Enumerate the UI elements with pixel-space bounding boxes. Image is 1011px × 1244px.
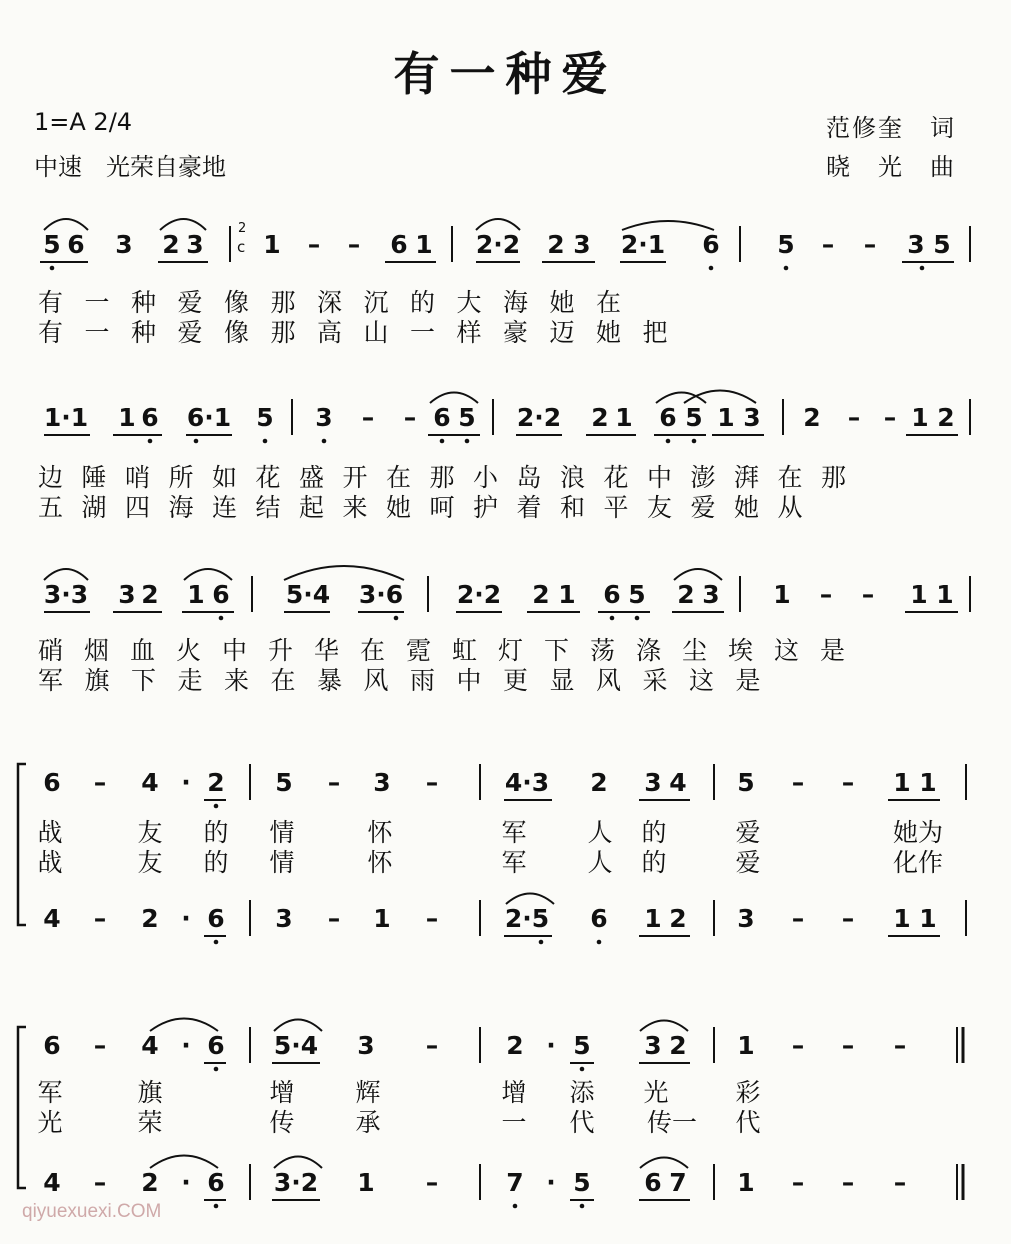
lyric-char: 辉 xyxy=(355,1078,381,1107)
note: · xyxy=(546,1031,556,1060)
note: 6 xyxy=(67,230,85,259)
lyric-char: 代 xyxy=(735,1108,761,1137)
note: – xyxy=(425,768,439,797)
note: 3 xyxy=(118,580,136,609)
lyric-text: 五湖四海连结起来她呵护着和平友爱她从 xyxy=(38,493,822,522)
lyric-char: 传一 xyxy=(646,1108,697,1137)
note: – xyxy=(841,1031,855,1060)
watermark: qiyuexuexi.COM xyxy=(22,1201,162,1222)
lyric-char: 战 xyxy=(37,818,63,847)
note: 3 xyxy=(737,904,755,933)
note: 2 xyxy=(532,580,550,609)
note: 3 xyxy=(702,580,720,609)
lyric-char: 传 xyxy=(269,1108,295,1137)
svg-text:2: 2 xyxy=(238,221,247,236)
lyric-char: 怀 xyxy=(367,818,393,847)
lyric-char: 情 xyxy=(269,848,295,877)
note: 6 xyxy=(43,1031,61,1060)
note: 5 xyxy=(458,403,476,432)
lyric-char: 怀 xyxy=(367,848,393,877)
note: – xyxy=(791,904,805,933)
note: 3 xyxy=(115,230,133,259)
note: – xyxy=(861,580,875,609)
note: – xyxy=(93,1031,107,1060)
note: 6 xyxy=(43,768,61,797)
lyricist: 范修奎 词 xyxy=(826,114,956,142)
note: – xyxy=(791,768,805,797)
note: 2 xyxy=(669,1031,687,1060)
note: 3 xyxy=(275,904,293,933)
lyric-char: 旗 xyxy=(137,1078,163,1107)
note: 1 xyxy=(919,904,937,933)
note: 6 xyxy=(212,580,230,609)
note: 2 xyxy=(141,904,159,933)
note: 6 xyxy=(433,403,451,432)
note: 1 xyxy=(919,768,937,797)
note: 3 xyxy=(373,768,391,797)
lyric-char: 爱 xyxy=(735,848,761,877)
note: 3 xyxy=(644,1031,662,1060)
note: 3 xyxy=(573,230,591,259)
note: 1 xyxy=(615,403,633,432)
note: 2 xyxy=(506,1031,524,1060)
note: 4 xyxy=(141,1031,159,1060)
note: 6 xyxy=(702,230,720,259)
note: 5 xyxy=(685,403,703,432)
note: – xyxy=(425,904,439,933)
note: – xyxy=(821,230,835,259)
note: 3 xyxy=(907,230,925,259)
note: · xyxy=(181,768,191,797)
note: 1 xyxy=(737,1168,755,1197)
lyric-char: 代 xyxy=(569,1108,595,1137)
note: 2 xyxy=(141,1168,159,1197)
note: 6 xyxy=(141,403,159,432)
note: 6 xyxy=(659,403,677,432)
note: 5·4 xyxy=(285,580,331,609)
note: 2 xyxy=(590,768,608,797)
note: 2 xyxy=(669,904,687,933)
note: 1 xyxy=(187,580,205,609)
note: – xyxy=(883,403,897,432)
note: 3·3 xyxy=(43,580,89,609)
note: 5 xyxy=(256,403,274,432)
note: – xyxy=(425,1031,439,1060)
note: 1 xyxy=(910,580,928,609)
lyric-char: 情 xyxy=(269,818,295,847)
lyric-char: 添 xyxy=(569,1078,595,1107)
note: 5 xyxy=(933,230,951,259)
lyric-char: 的 xyxy=(641,818,667,847)
lyric-char: 增 xyxy=(269,1078,295,1107)
note: – xyxy=(403,403,417,432)
note: – xyxy=(307,230,321,259)
note: – xyxy=(819,580,833,609)
note: 4 xyxy=(43,904,61,933)
note: 3 xyxy=(644,768,662,797)
tempo-expression: 中速 光荣自豪地 xyxy=(34,153,226,181)
lyric-text: 军旗下走来在暴风雨中更显风采这是 xyxy=(38,666,783,695)
note: 1 xyxy=(263,230,281,259)
key-time-signature: 1=A 2/4 xyxy=(34,108,133,136)
lyric-char: 的 xyxy=(203,848,229,877)
note: 5 xyxy=(275,768,293,797)
note: 1 xyxy=(773,580,791,609)
lyric-char: 增 xyxy=(501,1078,527,1107)
note: 1 xyxy=(357,1168,375,1197)
system-brackets xyxy=(18,764,26,1188)
lyric-char: 爱 xyxy=(735,818,761,847)
lyric-char: 战 xyxy=(37,848,63,877)
octave-dots xyxy=(50,266,925,1209)
lyric-char: 军 xyxy=(501,818,527,847)
lyric-char: 承 xyxy=(355,1108,381,1137)
composer: 晓 光 曲 xyxy=(826,153,956,181)
lyric-char: 人 xyxy=(587,848,613,877)
lyric-char: 荣 xyxy=(137,1108,163,1137)
note: – xyxy=(863,230,877,259)
note: 1 xyxy=(893,904,911,933)
note: 6 xyxy=(390,230,408,259)
note: – xyxy=(361,403,375,432)
note: 2 xyxy=(803,403,821,432)
lyric-char: 的 xyxy=(641,848,667,877)
lyric-char: 光 xyxy=(37,1108,63,1137)
note: 3 xyxy=(315,403,333,432)
note: 2·2 xyxy=(475,230,521,259)
lyric-text: 有一种爱像那深沉的大海她在 xyxy=(38,288,643,317)
note: 5 xyxy=(737,768,755,797)
lyric-text: 硝烟血火中升华在霓虹灯下荡涤尘埃这是 xyxy=(38,636,867,665)
note: 2·5 xyxy=(504,904,550,933)
note: 2 xyxy=(162,230,180,259)
lyric-text: 边陲哨所如花盛开在那小岛浪花中澎湃在那 xyxy=(38,463,865,492)
note: 2 xyxy=(547,230,565,259)
note: 7 xyxy=(669,1168,687,1197)
underlines xyxy=(40,262,958,1200)
note: 1 xyxy=(118,403,136,432)
note: 6 xyxy=(207,1031,225,1060)
note: – xyxy=(791,1031,805,1060)
note: 5 xyxy=(777,230,795,259)
note: 4 xyxy=(141,768,159,797)
note: 7 xyxy=(506,1168,524,1197)
note: – xyxy=(327,904,341,933)
note: – xyxy=(93,904,107,933)
lyric-char: 她为 xyxy=(892,818,943,847)
note: 4 xyxy=(43,1168,61,1197)
note: 1 xyxy=(373,904,391,933)
note: · xyxy=(181,1168,191,1197)
time-change xyxy=(237,221,246,256)
note: 3 xyxy=(186,230,204,259)
note: 6 xyxy=(644,1168,662,1197)
note: – xyxy=(893,1168,907,1197)
note: 6 xyxy=(207,1168,225,1197)
note: 6·1 xyxy=(186,403,232,432)
note: 2 xyxy=(141,580,159,609)
note: – xyxy=(847,403,861,432)
note: 3 xyxy=(743,403,761,432)
note: 2 xyxy=(677,580,695,609)
note: – xyxy=(893,1031,907,1060)
note: 2 xyxy=(937,403,955,432)
lyric-char: 友 xyxy=(137,818,163,847)
note: 1 xyxy=(936,580,954,609)
note: 3 xyxy=(357,1031,375,1060)
note: – xyxy=(841,904,855,933)
note: 1 xyxy=(415,230,433,259)
note: 2 xyxy=(207,768,225,797)
note: – xyxy=(841,768,855,797)
note: 6 xyxy=(590,904,608,933)
note: 5 xyxy=(573,1168,591,1197)
note: 1 xyxy=(737,1031,755,1060)
note: 5 xyxy=(573,1031,591,1060)
lyric-char: 彩 xyxy=(735,1078,761,1107)
note: 3·2 xyxy=(273,1168,319,1197)
song-title: 有一种爱 xyxy=(393,47,618,101)
lyric-char: 一 xyxy=(501,1108,527,1137)
note: 4·3 xyxy=(504,768,550,797)
note: – xyxy=(93,768,107,797)
lyric-text: 有一种爱像那高山一样豪迈她把 xyxy=(38,318,690,347)
note: 5 xyxy=(43,230,61,259)
note: 5·4 xyxy=(273,1031,319,1060)
note: 2·2 xyxy=(516,403,562,432)
note: 1 xyxy=(717,403,735,432)
note: – xyxy=(327,768,341,797)
lyric-char: 军 xyxy=(501,848,527,877)
lyric-char: 光 xyxy=(643,1078,669,1107)
note: · xyxy=(181,904,191,933)
lyric-char: 人 xyxy=(587,818,613,847)
note: 1 xyxy=(644,904,662,933)
lyric-char: 友 xyxy=(137,848,163,877)
note: 6 xyxy=(603,580,621,609)
note: 1·1 xyxy=(43,403,89,432)
lyric-char: 的 xyxy=(203,818,229,847)
note: 1 xyxy=(893,768,911,797)
note: 1 xyxy=(558,580,576,609)
note: 2 xyxy=(591,403,609,432)
note: – xyxy=(841,1168,855,1197)
lyric-char: 化作 xyxy=(892,848,943,877)
note: – xyxy=(791,1168,805,1197)
note: 2·1 xyxy=(620,230,666,259)
note: – xyxy=(93,1168,107,1197)
note: 5 xyxy=(628,580,646,609)
note: – xyxy=(425,1168,439,1197)
note: 1 xyxy=(911,403,929,432)
note: 4 xyxy=(669,768,687,797)
lyric-char: 军 xyxy=(37,1078,63,1107)
note: – xyxy=(347,230,361,259)
note: 2·2 xyxy=(456,580,502,609)
slurs xyxy=(44,219,756,1168)
note: · xyxy=(546,1168,556,1197)
svg-text:c: c xyxy=(237,238,246,256)
note: · xyxy=(181,1031,191,1060)
bar-lines xyxy=(230,226,970,1200)
note: 6 xyxy=(207,904,225,933)
note: 3·6 xyxy=(358,580,404,609)
